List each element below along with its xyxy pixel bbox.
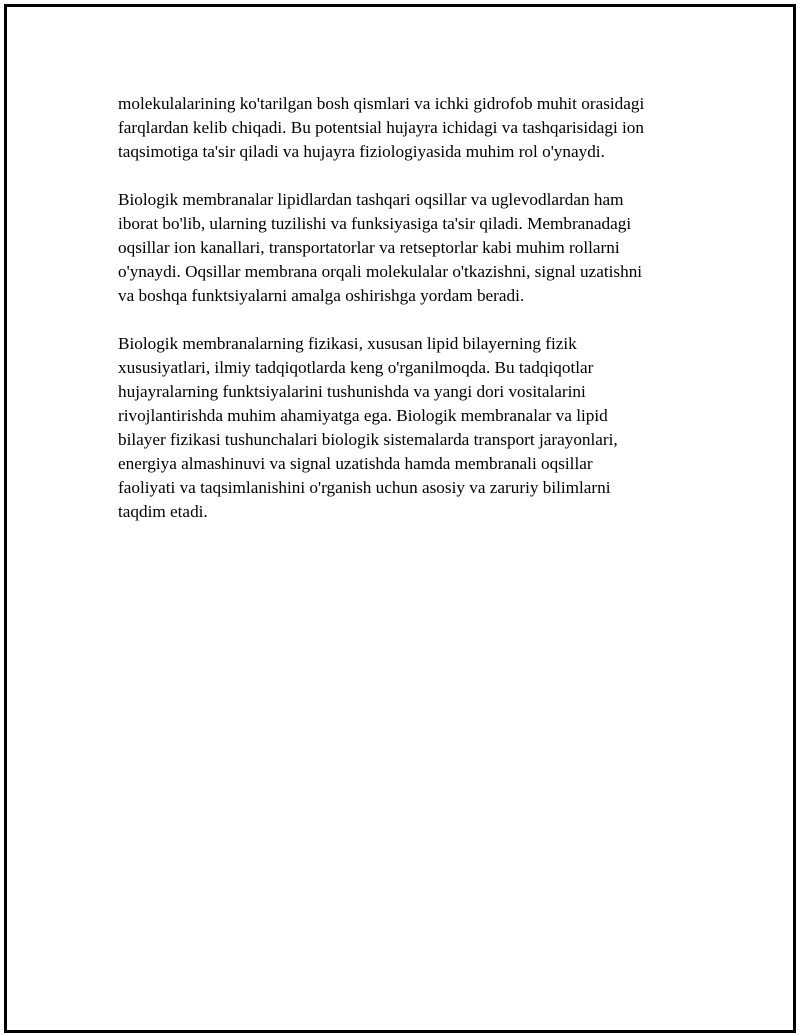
paragraph-3: Biologik membranalarning fizikasi, xususan lipid bilayerning fizik xususiyatlari, ilmiy tadqiqotlarda keng o'rganilmoqda. Bu tadqiqotlar hujayralarning funktsiyalarini tushunishda va yangi dori vositalarini rivojlantirishda muhim ahamiyatga ega. Biologik membranalar va lipid bilayer fizikasi tushunchalari biologik sistemalarda transport jarayonlari, energiya almashinuvi va signal uzatishda hamda membranali oqsillar faoliyati va taqsimlanishini o'rganish uchun asosiy va zaruriy bilimlarni taqdim etadi. (118, 334, 618, 521)
paragraph-2: Biologik membranalar lipidlardan tashqari oqsillar va uglevodlardan ham iborat bo'lib, ularning tuzilishi va funksiyasiga ta'sir qiladi. Membranadagi oqsillar ion kanallari, transportatorlar va retseptorlar kabi muhim rollarni o'ynaydi. Oqsillar membrana orqali molekulalar o'tkazishni, signal uzatishni va boshqa funktsiyalarni amalga oshirishga yordam beradi. (118, 190, 643, 305)
paragraph-1: molekulalarining ko'tarilgan bosh qismlari va ichki gidrofob muhit orasidagi farqlardan kelib chiqadi. Bu potentsial hujayra ichidagi va tashqarisidagi ion taqsimotiga ta'sir qiladi va hujayra fiziologiyasida muhim rol o'ynaydi. (118, 94, 645, 161)
document-body (118, 92, 698, 548)
